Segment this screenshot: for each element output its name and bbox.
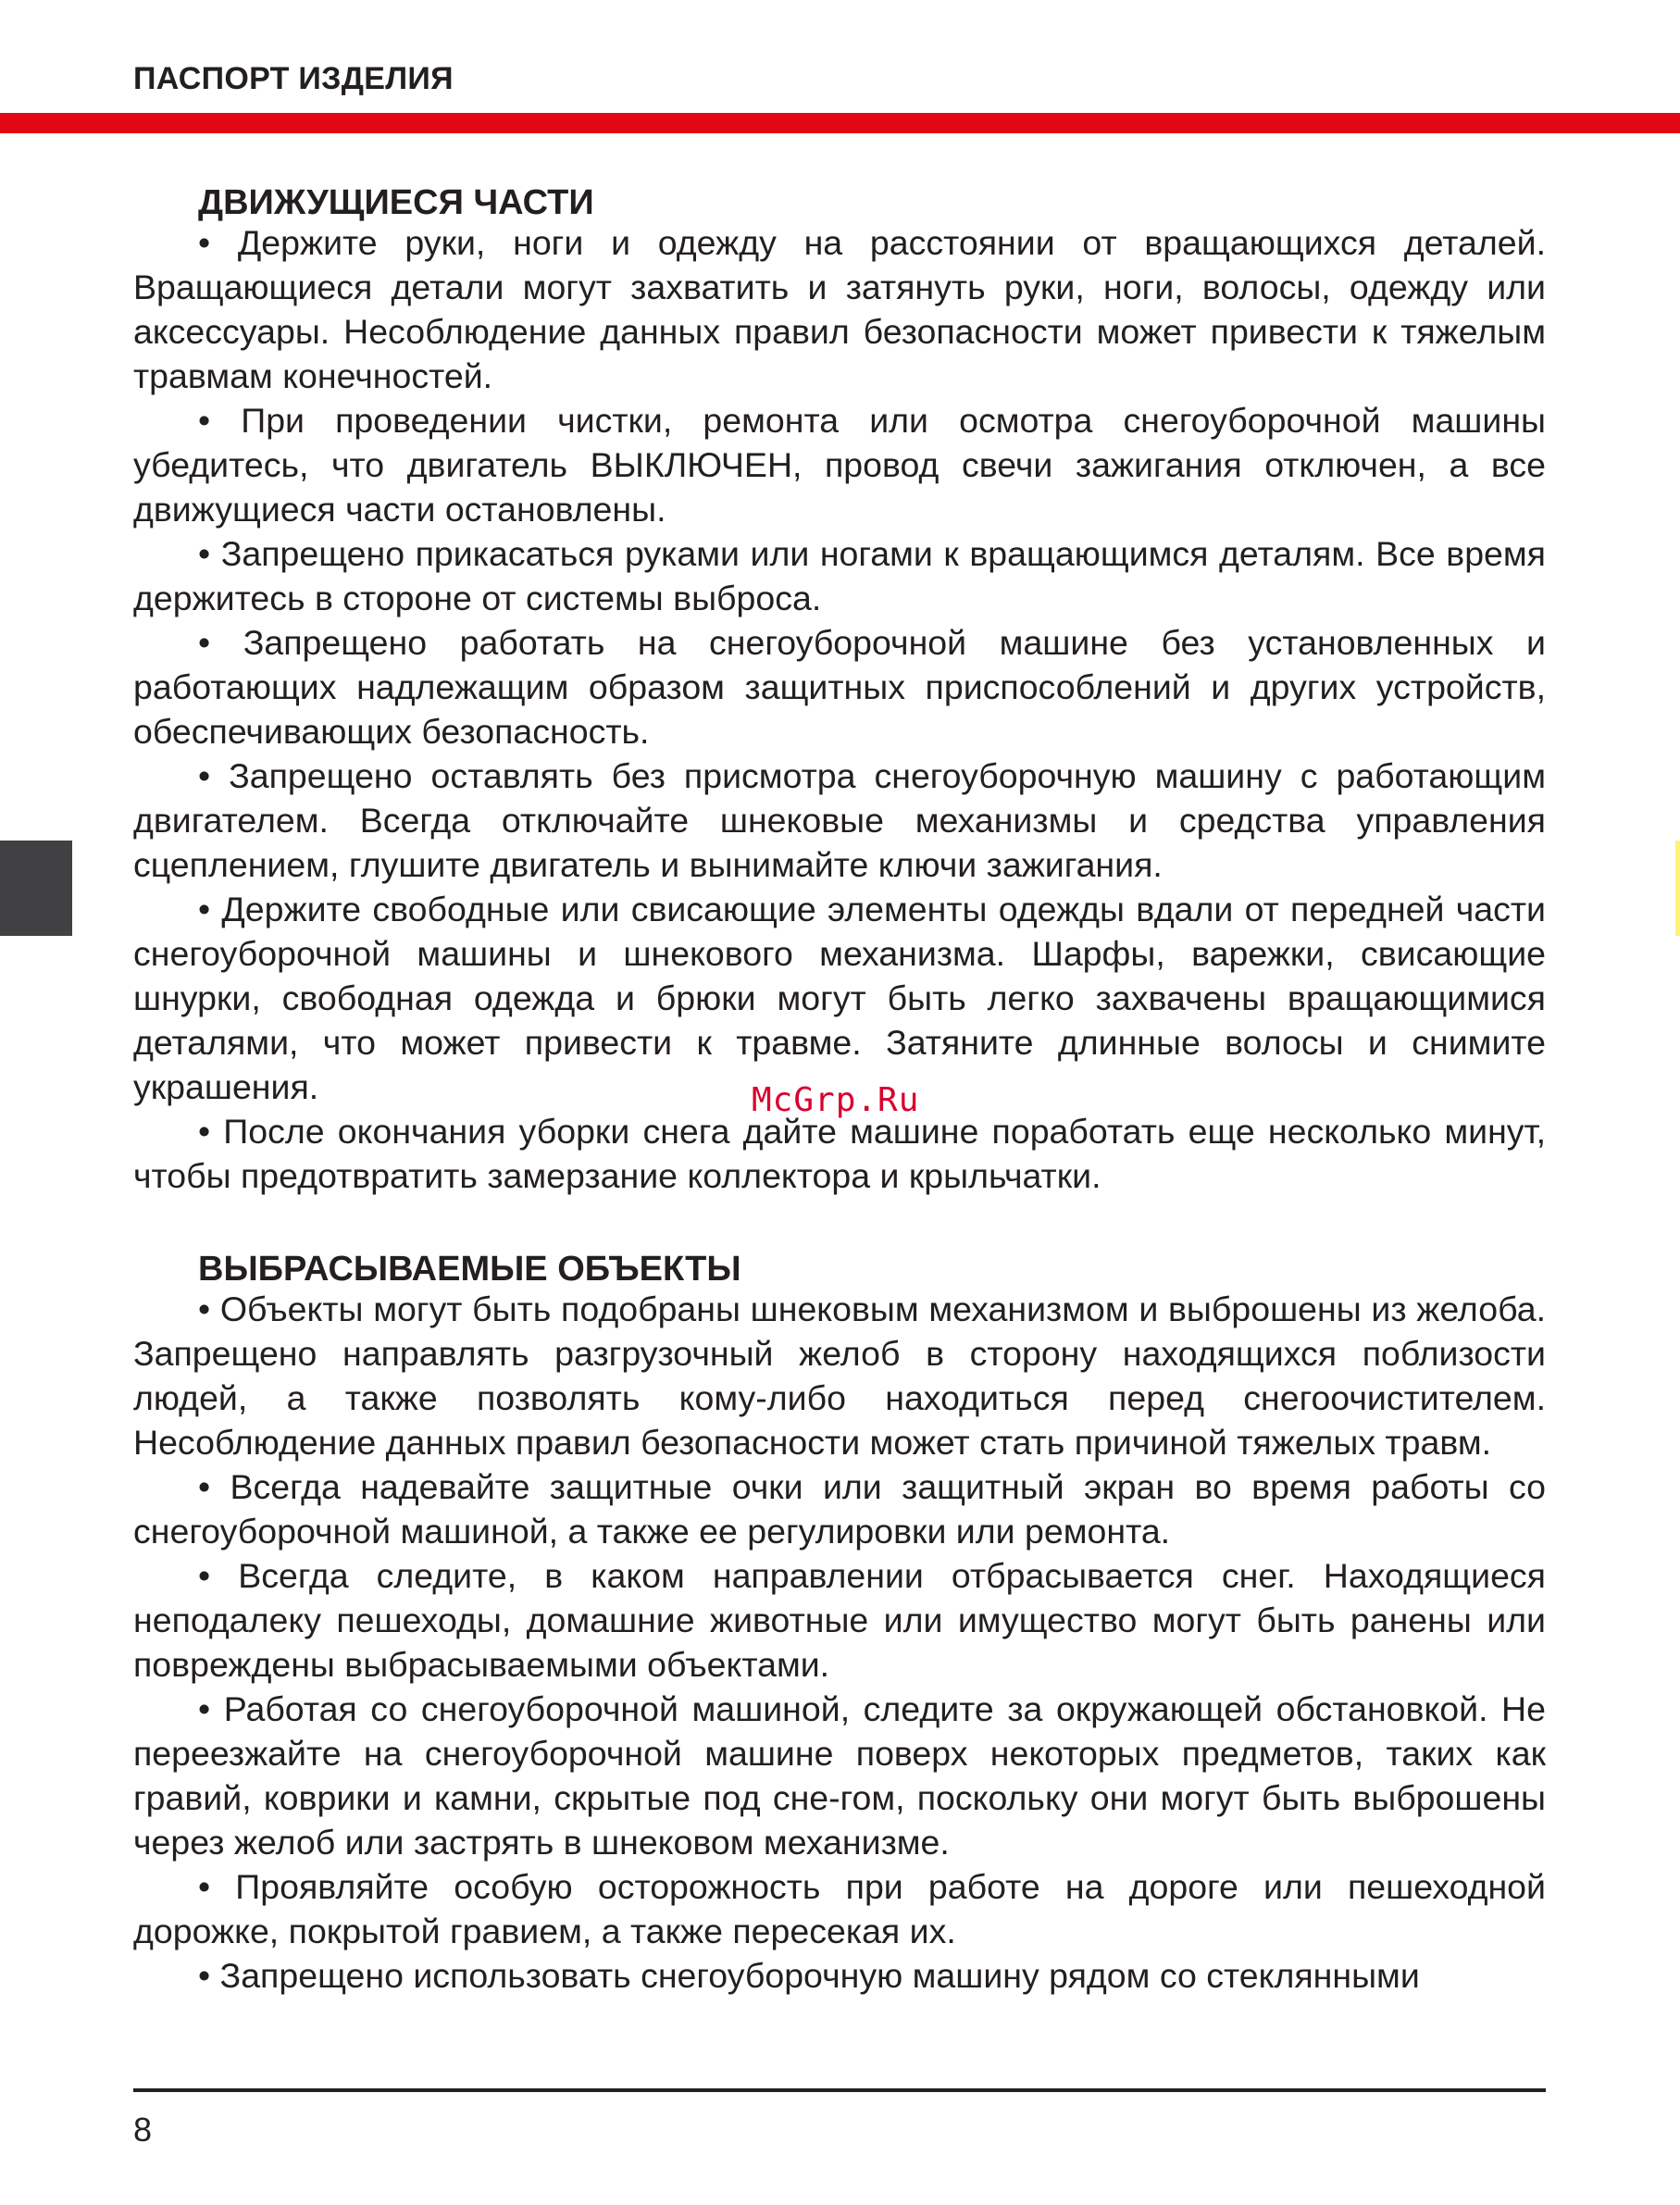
header-red-bar <box>0 113 1680 133</box>
paragraph: • Работая со снегоуборочной машиной, следите за окружающей обстановкой. Не переезжайте на снегоуборочной машине поверх некоторых предметов, таких как гравий, коврики и камни, скрытые под сне-гом, поскольку они могут быть выброшены через желоб или застрять в шнековом механизме. <box>133 1689 1546 1862</box>
page-header-title: ПАСПОРТ ИЗДЕЛИЯ <box>133 61 454 96</box>
paragraph: • Всегда следите, в каком направлении отбрасывается снег. Находящиеся неподалеку пешеходы, домашние животные или имущество могут быть ранены или повреждены выбрасываемыми объектами. <box>133 1556 1546 1684</box>
right-edge-mark <box>1675 841 1680 936</box>
paragraph: • Запрещено прикасаться руками или ногами к вращающимся деталям. Все время держитесь в стороне от системы выброса. <box>133 534 1546 617</box>
paragraph: • Запрещено использовать снегоуборочную машину рядом со стеклянными <box>198 1956 1420 1995</box>
paragraph: • Запрещено работать на снегоуборочной машине без установленных и работающих надлежащим образом защитных приспособлений и других устройств, обеспечивающих безопасность. <box>133 623 1546 751</box>
watermark-text: McGrp.Ru <box>752 1081 920 1119</box>
paragraph: • Запрещено оставлять без присмотра снегоуборочную машину с работающим двигателем. Всегда отключайте шнековые механизмы и средства управления сцеплением, глушите двигатель и вынимайте ключи зажигания. <box>133 756 1546 884</box>
section-title-thrown-objects: ВЫБРАСЫВАЕМЫЕ ОБЪЕКТЫ <box>198 1250 741 1289</box>
footer-rule <box>133 2088 1546 2092</box>
paragraph: • Объекты могут быть подобраны шнековым механизмом и выброшены из желоба. Запрещено направлять разгрузочный желоб в сторону находящихся поблизости людей, а также позволять кому-либо находиться перед снегоочистителем. Несоблюдение данных правил безопасности может стать причиной тяжелых травм. <box>133 1289 1546 1462</box>
section-spacer <box>133 1198 1546 1242</box>
paragraph: • Держите руки, ноги и одежду на расстоянии от вращающихся деталей. Вращающиеся детали могут захватить и затянуть руки, ноги, волосы, одежду или аксессуары. Несоблюдение данных правил безопасности может привести к тяжелым травмам конечностей. <box>133 223 1546 395</box>
page-number: 8 <box>133 2111 153 2149</box>
paragraph: • При проведении чистки, ремонта или осмотра снегоуборочной машины убедитесь, что двигатель ВЫКЛЮЧЕН, провод свечи зажигания отключен, а все движущиеся части остановлены. <box>133 401 1546 529</box>
section-side-tab <box>0 841 72 936</box>
section-title-moving-parts: ДВИЖУЩИЕСЯ ЧАСТИ <box>198 183 594 222</box>
paragraph: • Держите свободные или свисающие элементы одежды вдали от передней части снегоуборочной машины и шнекового механизма. Шарфы, варежки, свисающие шнурки, свободная одежда и брюки могут быть легко захвачены вращающимися деталями, что может привести к травме. Затяните длинные волосы и снимите украшения. <box>133 890 1546 1106</box>
paragraph: • Проявляйте особую осторожность при работе на дороге или пешеходной дорожке, покрытой гравием, а также пересекая их. <box>133 1867 1546 1950</box>
paragraph: • После окончания уборки снега дайте машине поработать еще несколько минут, чтобы предотвратить замерзание коллектора и крыльчатки. <box>133 1112 1546 1195</box>
paragraph: • Всегда надевайте защитные очки или защитный экран во время работы со снегоуборочной машиной, а также ее регулировки или ремонта. <box>133 1467 1546 1551</box>
